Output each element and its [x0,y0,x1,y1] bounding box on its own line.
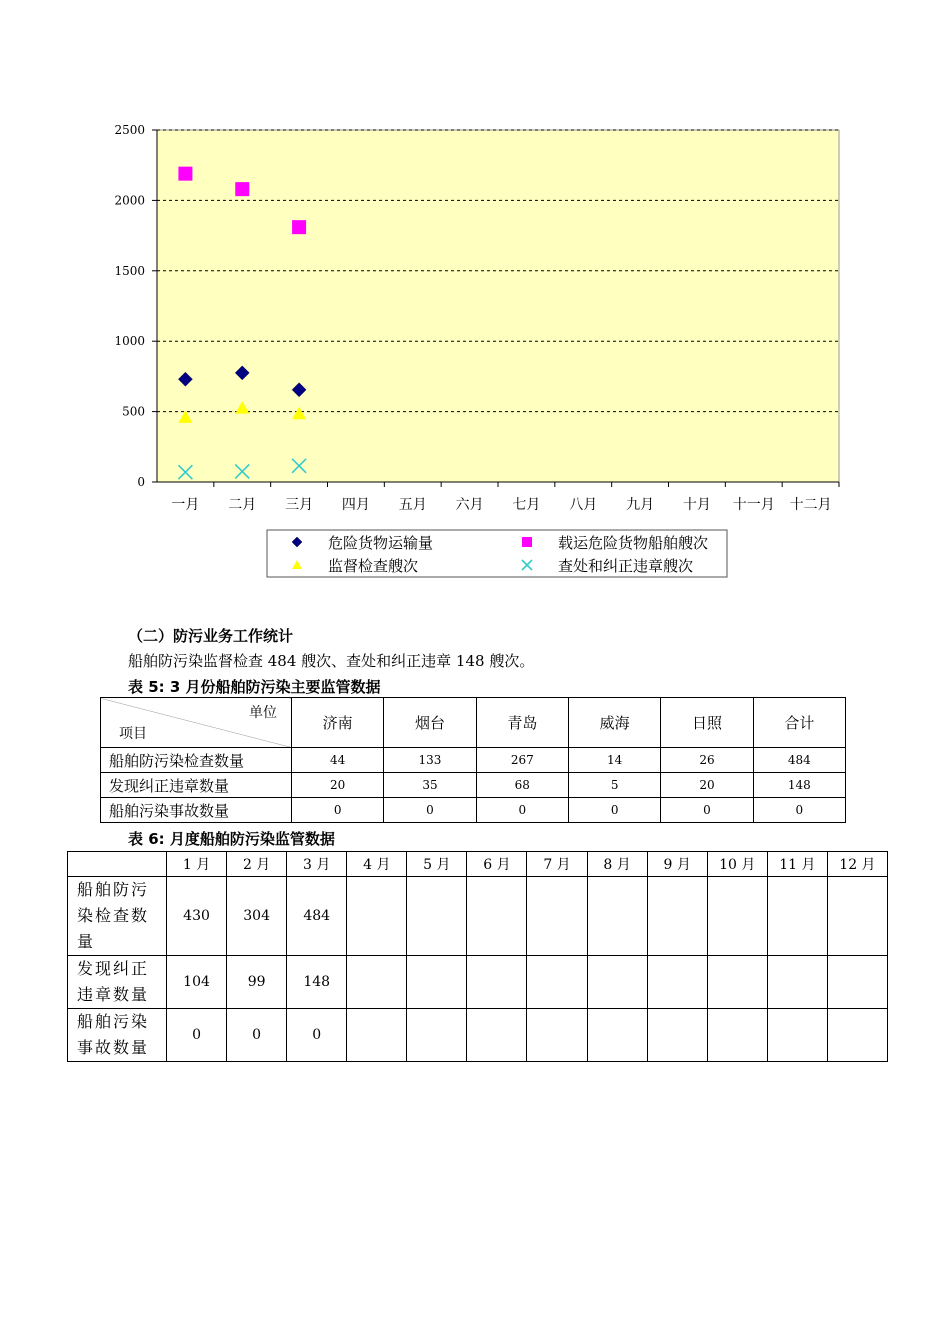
table-cell: 148 [287,956,347,1009]
table5-caption: 表 5: 3 月份船舶防污染主要监管数据 [128,678,381,696]
table-cell: 267 [476,748,568,773]
table-cell [707,956,767,1009]
corner-item-label: 项目 [119,726,147,742]
table6-column-header: 7 月 [527,852,587,877]
table6-column-header: 12 月 [827,852,887,877]
table-cell: 0 [568,798,660,823]
x-tick-label: 八月 [569,497,598,513]
table-cell [647,877,707,956]
data-point-square [178,167,192,181]
summary-paragraph: 船舶防污染监督检查 484 艘次、查处和纠正违章 148 艘次。 [128,652,535,670]
row-label-line: 事故数量 [77,1038,150,1057]
row-label-line: 违章数量 [77,985,150,1004]
y-tick-label: 2500 [114,123,145,137]
table-cell [527,1009,587,1062]
corner-unit-label: 单位 [249,705,277,721]
table-row [101,773,846,798]
table-cell: 430 [167,877,227,956]
table-cell [767,1009,827,1062]
table-cell: 0 [167,1009,227,1062]
table-cell [707,1009,767,1062]
table5-column-header: 合计 [753,698,845,748]
table6-column-header: 3 月 [287,852,347,877]
table-cell: 484 [753,748,845,773]
table-row [68,1009,888,1062]
table-cell: 20 [661,773,753,798]
x-tick-label: 九月 [626,497,655,513]
table6-caption: 表 6: 月度船舶防污染监管数据 [128,830,335,848]
table-cell: 0 [227,1009,287,1062]
table-row [68,877,888,956]
legend [267,530,727,577]
row-label: 船舶防污染检查数量 [101,748,292,773]
y-tick-label: 0 [137,475,145,489]
table5-column-header: 烟台 [384,698,476,748]
row-label-line: 染检查数 [77,906,150,925]
table-cell: 26 [661,748,753,773]
x-tick-label: 十一月 [732,497,775,513]
table6-corner-cell [68,852,167,877]
row-label-line: 船舶防污 [77,880,150,899]
table6 [67,851,888,1062]
table-row [101,798,846,823]
table5-column-header: 青岛 [476,698,568,748]
table-cell: 0 [292,798,384,823]
data-point-square [292,220,306,234]
table-cell [827,956,887,1009]
table6-column-header: 11 月 [767,852,827,877]
table-cell: 35 [384,773,476,798]
table-cell: 99 [227,956,287,1009]
table-cell [467,1009,527,1062]
row-label-line: 船舶污染 [77,1012,150,1031]
table-cell [467,956,527,1009]
y-tick-label: 1500 [114,263,145,278]
table-cell: 14 [568,748,660,773]
data-point-square [522,537,532,547]
table-cell: 0 [476,798,568,823]
table-cell: 5 [568,773,660,798]
table-cell [707,877,767,956]
table-cell: 148 [753,773,845,798]
table-cell [527,877,587,956]
x-tick-label: 一月 [171,497,200,513]
data-point-square [235,182,249,196]
table-cell [527,956,587,1009]
y-tick-label: 500 [122,404,145,419]
row-label-line: 量 [77,932,96,951]
table-cell [347,956,407,1009]
row-label: 船舶污染事故数量 [101,798,292,823]
table6-header-row [68,852,888,877]
table5-column-header: 威海 [568,698,660,748]
table-cell [647,956,707,1009]
table-cell [407,877,467,956]
table-row [68,956,888,1009]
table6-column-header: 9 月 [647,852,707,877]
table-cell: 133 [384,748,476,773]
table6-column-header: 5 月 [407,852,467,877]
section-heading: （二）防污业务工作统计 [128,627,294,645]
table-cell [407,1009,467,1062]
table-cell: 20 [292,773,384,798]
x-tick-label: 七月 [512,497,541,513]
row-label [68,1009,167,1062]
table6-column-header: 8 月 [587,852,647,877]
table-cell: 484 [287,877,347,956]
table-cell [827,1009,887,1062]
legend-label: 监督检查艘次 [328,557,419,575]
table6-column-header: 10 月 [707,852,767,877]
table-cell: 0 [753,798,845,823]
x-tick-label: 十二月 [789,497,832,513]
table-cell: 104 [167,956,227,1009]
legend-label: 查处和纠正违章艘次 [558,557,694,575]
y-tick-label: 2000 [114,193,145,208]
legend-label: 危险货物运输量 [328,534,434,552]
table-cell [587,877,647,956]
x-tick-label: 五月 [398,497,427,513]
row-label: 发现纠正违章数量 [101,773,292,798]
table5-column-header: 济南 [292,698,384,748]
table-cell [347,1009,407,1062]
x-tick-label: 三月 [285,497,314,513]
table6-column-header: 6 月 [467,852,527,877]
table5-corner-cell [101,698,292,748]
table6-column-header: 2 月 [227,852,287,877]
table-cell: 0 [661,798,753,823]
table-cell: 0 [287,1009,347,1062]
table-cell: 68 [476,773,568,798]
row-label [68,877,167,956]
table-cell: 304 [227,877,287,956]
y-tick-label: 1000 [114,334,145,349]
x-tick-label: 六月 [455,497,484,513]
table5 [100,697,846,823]
plot-area [157,130,839,482]
table5-column-header: 日照 [661,698,753,748]
table6-column-header: 4 月 [347,852,407,877]
x-tick-label: 四月 [341,497,370,513]
table-cell [767,956,827,1009]
table-cell [767,877,827,956]
table-cell [587,1009,647,1062]
table-row [101,748,846,773]
legend-label: 载运危险货物船舶艘次 [558,534,709,552]
table6-column-header: 1 月 [167,852,227,877]
table-cell [467,877,527,956]
table-cell: 0 [384,798,476,823]
scatter-chart [0,0,950,600]
x-tick-label: 十月 [682,497,711,513]
table-cell [647,1009,707,1062]
x-tick-label: 二月 [228,497,257,513]
table-cell [347,877,407,956]
table-cell: 44 [292,748,384,773]
row-label-line: 发现纠正 [77,959,150,978]
row-label [68,956,167,1009]
table-cell [407,956,467,1009]
table-cell [587,956,647,1009]
table5-header-row [101,698,846,748]
table-cell [827,877,887,956]
